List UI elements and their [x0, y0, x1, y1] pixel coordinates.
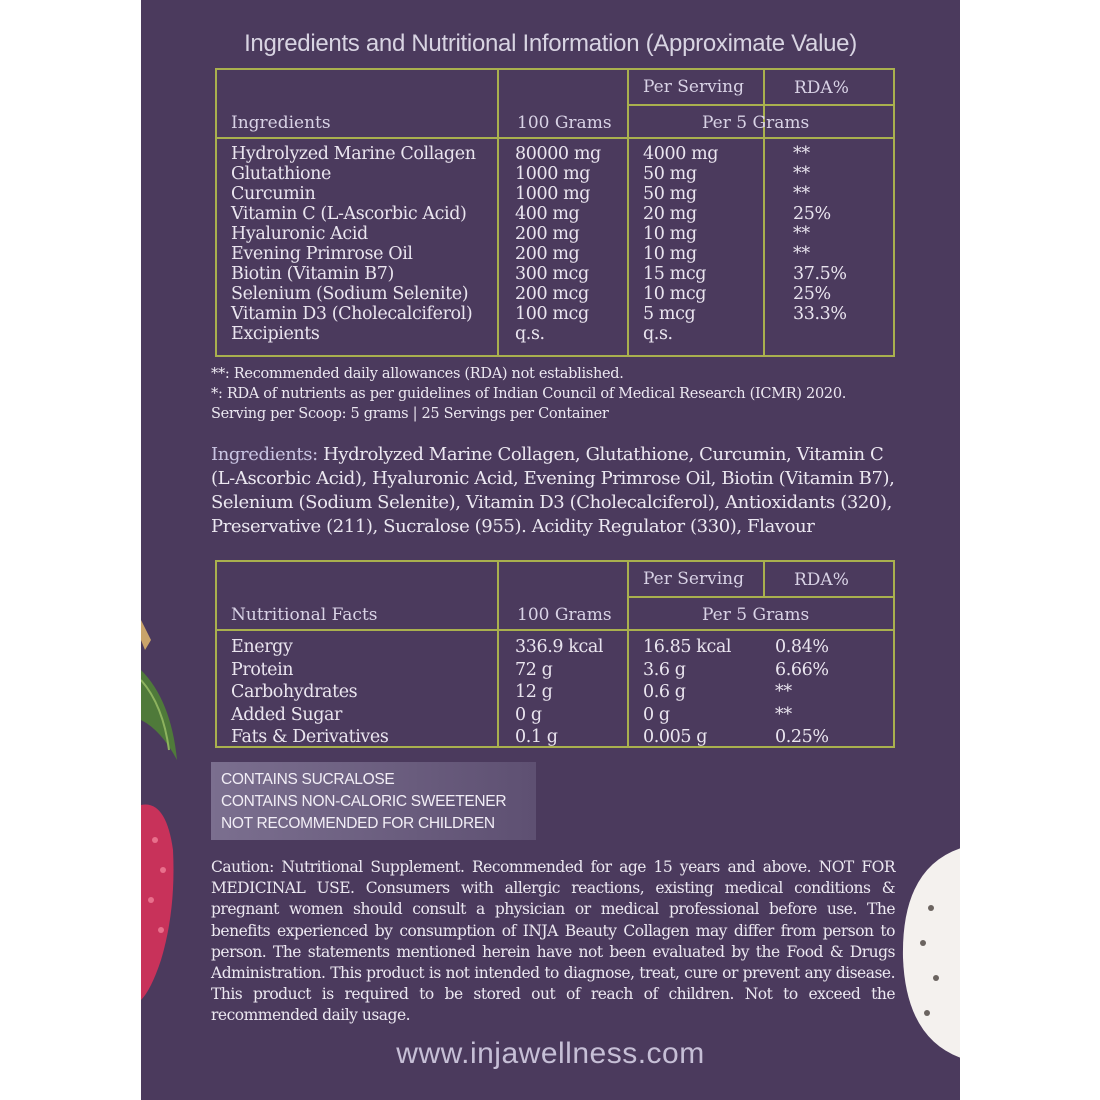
- ingredients-table: [215, 68, 895, 357]
- ingredient-names: Hydrolyzed Marine Collagen Glutathione Curcumin Vitamin C (L-Ascorbic Acid) Hyaluronic Acid Evening Primrose Oil Biotin (Vitamin B7) Selenium (Sodium Selenite) Vitamin D3 (Cholecalciferol) Excipients: [231, 144, 476, 344]
- leaf-illustration: [141, 610, 201, 810]
- per-5g-header-2: Per 5 Grams: [702, 605, 810, 625]
- caution-text: Caution: Nutritional Supplement. Recommended for age 15 years and above. NOT FOR MEDICINAL USE. Consumers with allergic reactions, existing medical conditions & pregnant women should consult a physician or medical professional before use. The benefits experienced by consumption of INJA Beauty Collagen may differ from person to person. The statements mentioned herein have not been evaluated by the Food & Drugs Administration. This product is not intended to diagnose, treat, cure or prevent any disease. This product is required to be stored out of reach of children. Not to exceed the recommended daily usage.: [211, 858, 895, 1025]
- warning-box: [211, 762, 536, 840]
- rda-header: RDA%: [794, 78, 849, 98]
- footnotes: [211, 364, 846, 424]
- ingredients-header: Ingredients: [231, 113, 331, 133]
- ingredient-per5: 4000 mg 50 mg 50 mg 20 mg 10 mg 10 mg 15 mcg 10 mcg 5 mcg q.s.: [643, 144, 719, 344]
- warning-non-caloric: CONTAINS NON-CALORIC SWEETENER: [221, 793, 507, 810]
- nutrient-names: Energy Protein Carbohydrates Added Sugar Fats & Derivatives: [231, 637, 389, 747]
- nutrient-rda: 0.84% 6.66% ** ** 0.25%: [775, 637, 829, 747]
- flower-illustration: [901, 848, 960, 1068]
- rda-header-2: RDA%: [794, 570, 849, 590]
- warning-sucralose: CONTAINS SUCRALOSE: [221, 771, 395, 788]
- footnote-rda-not-established: **: Recommended daily allowances (RDA) not established.: [211, 366, 624, 382]
- ingredients-list: [211, 443, 901, 539]
- per-serving-header: Per Serving: [643, 77, 744, 97]
- per-100g-header: 100 Grams: [517, 113, 612, 133]
- label-panel: [141, 0, 960, 1100]
- per-5g-header: Per 5 Grams: [702, 113, 810, 133]
- page-title: Ingredients and Nutritional Information (Approximate Value): [244, 30, 857, 57]
- ingredient-rda: ** ** ** 25% ** ** 37.5% 25% 33.3%: [793, 144, 847, 324]
- per-100g-header-2: 100 Grams: [517, 605, 612, 625]
- footnote-icmr: *: RDA of nutrients as per guidelines of Indian Council of Medical Research (ICMR) 2020.: [211, 386, 847, 402]
- per-serving-header-2: Per Serving: [643, 569, 744, 589]
- ingredient-per100: 80000 mg 1000 mg 1000 mg 400 mg 200 mg 200 mg 300 mcg 200 mcg 100 mcg q.s.: [515, 144, 601, 344]
- lychee-illustration: [141, 790, 181, 1010]
- serving-info: Serving per Scoop: 5 grams | 25 Servings per Container: [211, 406, 609, 422]
- website-link[interactable]: www.injawellness.com: [396, 1037, 705, 1070]
- nutrient-per5: 16.85 kcal 3.6 g 0.6 g 0 g 0.005 g: [643, 637, 732, 747]
- nutrition-table: [215, 560, 895, 748]
- ingredients-label: Ingredients:: [211, 444, 318, 465]
- nutrient-per100: 336.9 kcal 72 g 12 g 0 g 0.1 g: [515, 637, 604, 747]
- warning-children: NOT RECOMMENDED FOR CHILDREN: [221, 815, 495, 832]
- nutrition-facts-header: Nutritional Facts: [231, 605, 378, 625]
- ingredients-text: Hydrolyzed Marine Collagen, Glutathione, Curcumin, Vitamin C (L-Ascorbic Acid), Hyaluronic Acid, Evening Primrose Oil, Biotin (Vitamin B7), Selenium (Sodium Selenite), Vitamin D3 (Cholecalciferol), Antioxidants (320), Preservative (211), Sucralose (955). Acidity Regulator (330), Flavour: [211, 444, 895, 537]
